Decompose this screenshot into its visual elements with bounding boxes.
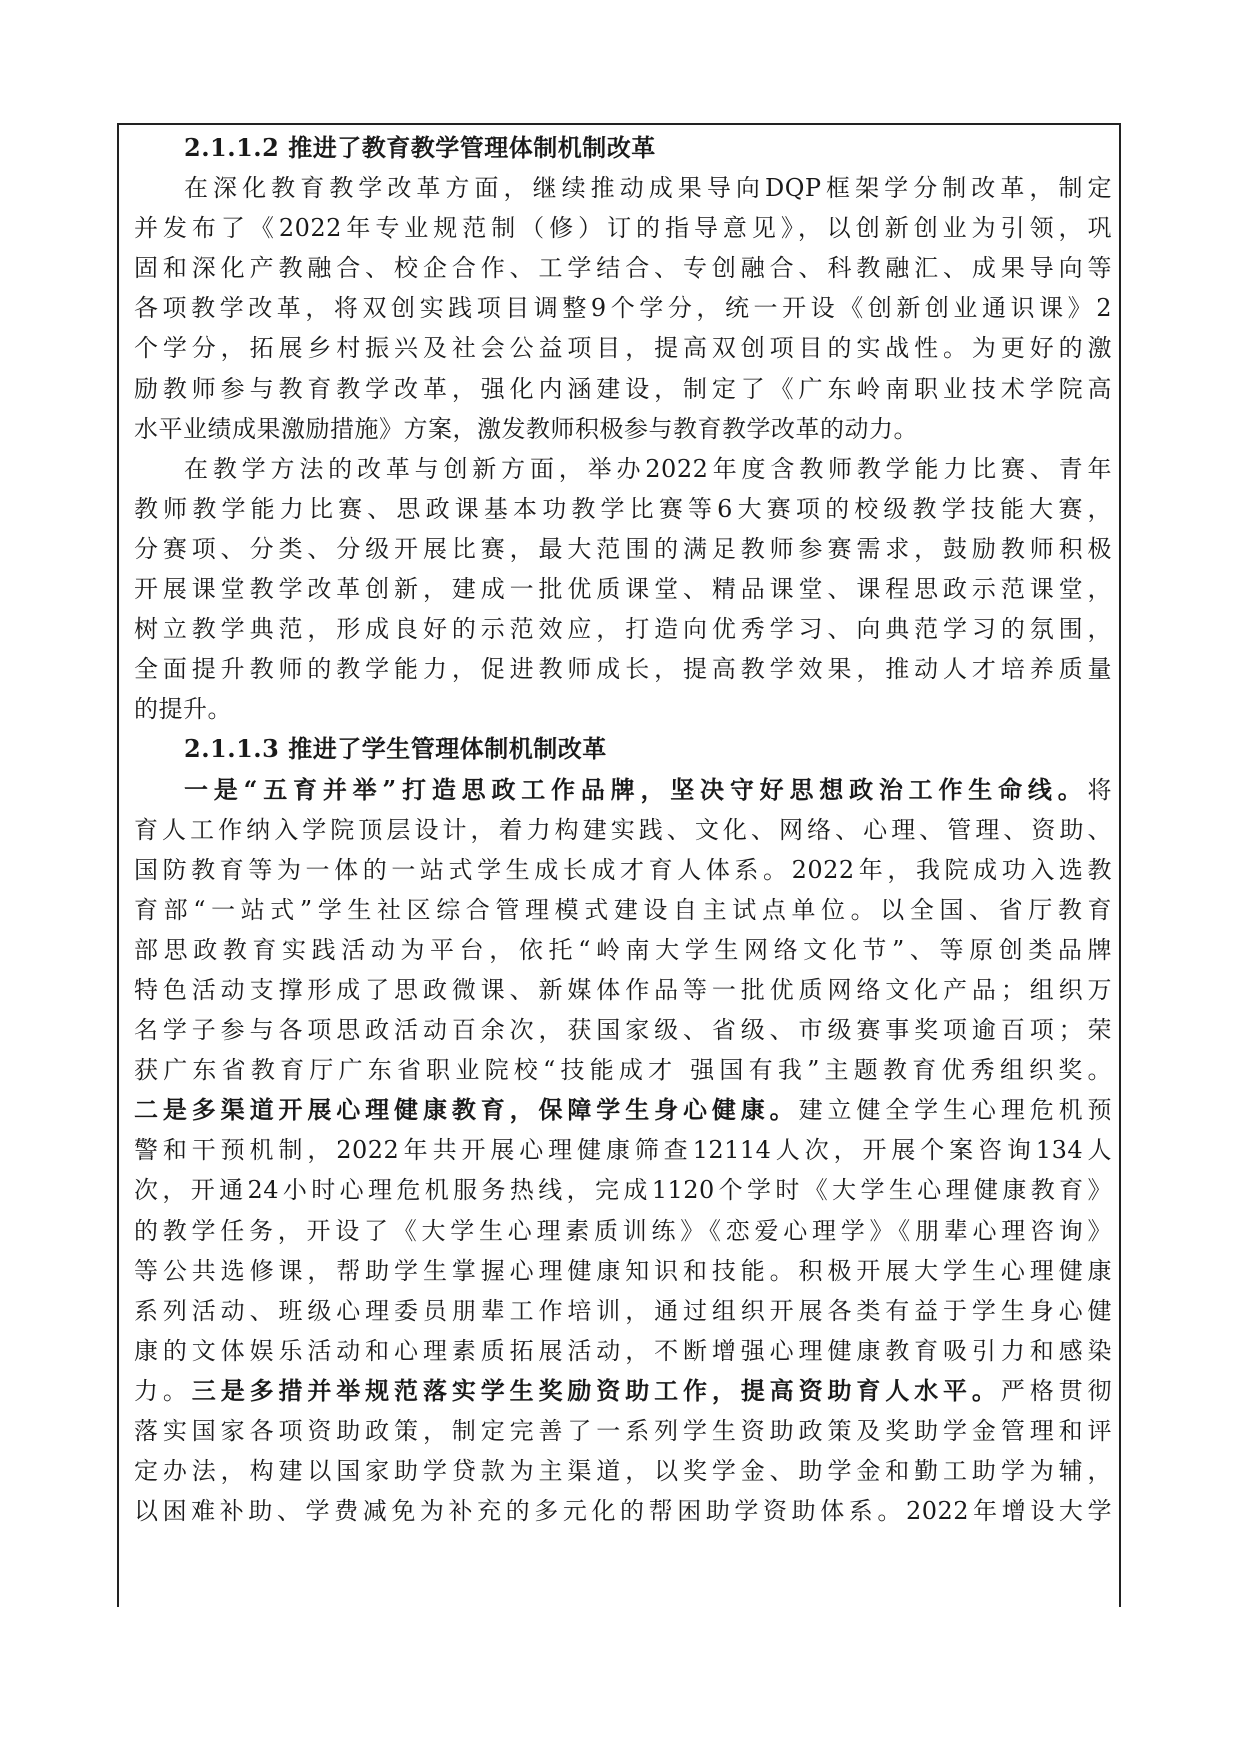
text-line: 等公共选修课，帮助学生掌握心理健康知识和技能。积极开展大学生心理健康 — [134, 1256, 1112, 1285]
text-line: 康的文体娱乐活动和心理素质拓展活动，不断增强心理健康教育吸引力和感染 — [134, 1336, 1112, 1365]
text-line: 落实国家各项资助政策，制定完善了一系列学生资助政策及奖助学金管理和评 — [134, 1417, 1112, 1445]
paragraph — [134, 449, 1112, 730]
paragraph — [134, 1411, 1112, 1531]
text-line — [134, 770, 1112, 810]
text-line: 并发布了《2022年专业规范制（修）订的指导意见》，以创新创业为引领，巩 — [134, 214, 1112, 243]
text-line: 个学分，拓展乡村振兴及社会公益项目，提高双创项目的实战性。为更好的激 — [134, 334, 1112, 363]
text-line: 育部“一站式”学生社区综合管理模式建设自主试点单位。以全国、省厅教育 — [134, 895, 1112, 924]
text-line: 部思政教育实践活动为平台，依托“岭南大学生网络文化节”、等原创类品牌 — [134, 935, 1112, 964]
text-line: 励教师参与教育教学改革，强化内涵建设，制定了《广东岭南职业技术学院高 — [134, 374, 1112, 403]
lead-tail: 建立健全学生心理危机预 — [798, 1096, 1113, 1125]
text-line: 次，开通24小时心理危机服务热线，完成1120个学时《大学生心理健康教育》 — [134, 1176, 1112, 1205]
text-line: 树立教学典范，形成良好的示范效应，打造向优秀学习、向典范学习的氛围， — [134, 615, 1112, 644]
text-line: 获广东省教育厅广东省职业院校“技能成才 强国有我”主题教育优秀组织奖。 — [134, 1056, 1112, 1085]
text-line: 定办法，构建以国家助学贷款为主渠道，以奖学金、助学金和勤工助学为辅， — [134, 1457, 1112, 1486]
mixed-prefix: 力。 — [134, 1376, 192, 1405]
lead-tail: 将 — [1087, 775, 1112, 804]
mixed-suffix: 严格贯彻 — [1000, 1376, 1113, 1405]
text-line: 在教学方法的改革与创新方面，举办2022年度含教师教学能力比赛、青年 — [184, 454, 1112, 483]
bold-lead: 二是多渠道开展心理健康教育，保障学生身心健康。 — [134, 1095, 799, 1125]
text-line: 国防教育等为一体的一站式学生成长成才育人体系。2022年，我院成功入选教 — [134, 855, 1112, 884]
text-line: 以困难补助、学费减免为补充的多元化的帮困助学资助体系。2022年增设大学 — [134, 1497, 1112, 1526]
text-line: 教师教学能力比赛、思政课基本功教学比赛等6大赛项的校级教学技能大赛， — [134, 494, 1112, 523]
text-line: 开展课堂教学改革创新，建成一批优质课堂、精品课堂、课程思政示范课堂， — [134, 575, 1112, 604]
document-body — [134, 128, 1112, 1531]
text-line: 固和深化产教融合、校企合作、工学结合、专创融合、科教融汇、成果导向等 — [134, 254, 1112, 283]
text-line: 育人工作纳入学院顶层设计，着力构建实践、文化、网络、心理、管理、资助、 — [134, 815, 1112, 844]
text-line: 特色活动支撑形成了思政微课、新媒体作品等一批优质网络文化产品；组织万 — [134, 975, 1112, 1004]
text-line: 分赛项、分类、分级开展比赛，最大范围的满足教师参赛需求，鼓励教师积极 — [134, 534, 1112, 563]
text-line: 警和干预机制，2022年共开展心理健康筛查12114人次，开展个案咨询134人 — [134, 1136, 1112, 1165]
text-line — [134, 1090, 1112, 1130]
text-line: 的教学任务，开设了《大学生心理素质训练》《恋爱心理学》《朋辈心理咨询》 — [134, 1216, 1112, 1245]
section-heading: 2.1.1.3 推进了学生管理体制机制改革 — [184, 734, 607, 764]
text-line: 在深化教育教学改革方面，继续推动成果导向DQP框架学分制改革，制定 — [184, 174, 1112, 203]
text-line: 水平业绩成果激励措施》方案，激发教师积极参与教育教学改革的动力。 — [134, 414, 918, 443]
text-line: 全面提升教师的教学能力，促进教师成长，提高教学效果，推动人才培养质量 — [134, 655, 1112, 684]
text-line: 的提升。 — [134, 695, 232, 724]
text-line: 各项教学改革，将双创实践项目调整9个学分，统一开设《创新创业通识课》2 — [134, 294, 1112, 323]
paragraph — [134, 770, 1112, 1091]
bold-lead: 三是多措并举规范落实学生奖励资助工作，提高资助育人水平。 — [191, 1375, 1001, 1405]
bold-lead: 一是“五育并举”打造思政工作品牌，坚决守好思想政治工作生命线。 — [184, 774, 1088, 804]
text-line: 系列活动、班级心理委员朋辈工作培训，通过组织开展各类有益于学生身心健 — [134, 1296, 1112, 1325]
section-heading: 2.1.1.2 推进了教育教学管理体制机制改革 — [184, 133, 656, 162]
paragraph — [134, 168, 1112, 449]
paragraph — [134, 1090, 1112, 1411]
text-line — [134, 1371, 1112, 1411]
text-line: 名学子参与各项思政活动百余次，获国家级、省级、市级赛事奖项逾百项；荣 — [134, 1016, 1112, 1045]
